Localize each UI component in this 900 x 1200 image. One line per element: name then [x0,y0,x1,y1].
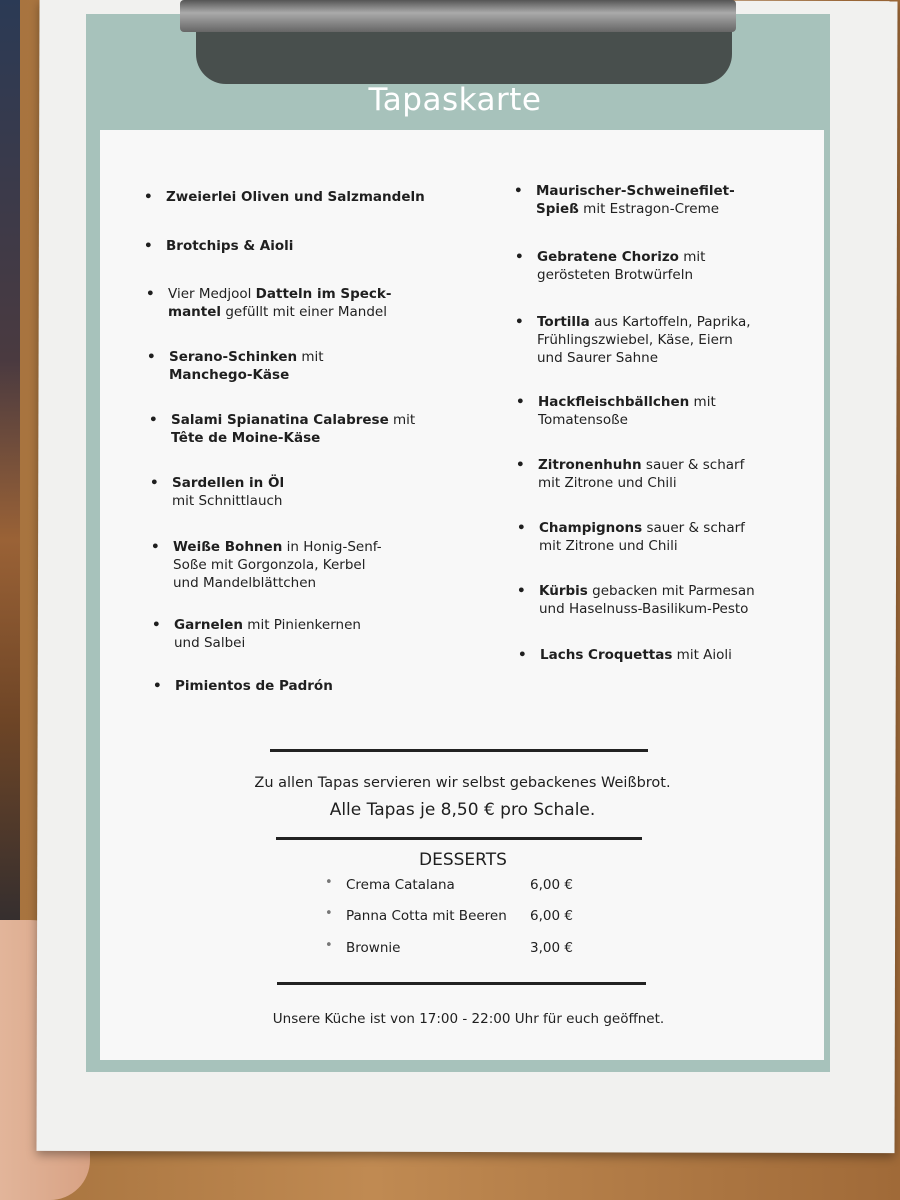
bullet-icon: • [146,286,155,302]
bullet-icon: • [514,183,523,199]
menu-item [515,313,751,367]
item-description: mit Aioli [672,647,732,663]
menu-item [517,519,745,555]
bullet-icon: • [515,314,524,330]
dessert-name: Crema Catalana [346,877,455,893]
bullet-icon: • [325,875,333,890]
item-description: und Saurer Sahne [537,350,659,366]
bullet-icon: • [144,189,153,205]
item-name-bold: mantel [168,304,222,320]
bullet-icon: • [516,457,525,473]
item-name-bold: Champignons [539,520,643,536]
price-note: Alle Tapas je 8,50 € pro Schale. [329,800,596,820]
bullet-icon: • [153,678,162,694]
dessert-price: 6,00 € [530,908,573,924]
item-name-bold: Zitronenhuhn [538,457,642,473]
bullet-icon: • [515,249,524,265]
bullet-icon: • [517,520,526,536]
dessert-item [325,875,455,893]
item-description: mit [689,394,716,410]
item-description: mit [678,249,706,265]
menu-item [515,248,706,284]
item-description: sauer & scharf [641,457,745,473]
item-description: mit [388,412,416,428]
item-name-bold: Tortilla [537,314,590,330]
divider-middle [276,837,642,840]
item-name-bold: Serano-Schinken [169,349,298,365]
bullet-icon: • [144,238,153,254]
bullet-icon: • [516,394,525,410]
item-description: aus Kartoffeln, Paprika, [589,314,751,330]
dessert-name: Brownie [346,940,401,956]
item-name-bold: Weiße Bohnen [173,539,283,555]
menu-item [144,237,294,255]
item-name-bold: Lachs Croquettas [540,647,673,663]
item-name-bold: Salami Spianatina Calabrese [171,412,389,428]
item-name-bold: Datteln im Speck- [255,286,392,302]
item-name-bold: Maurischer-Schweinefilet- [536,183,735,199]
bullet-icon: • [518,647,527,663]
menu-item [152,616,361,652]
item-description: Soße mit Gorgonzola, Kerbel [173,557,366,573]
item-description: und Salbei [174,635,246,651]
bullet-icon: • [325,906,333,921]
bullet-icon: • [147,349,156,365]
item-name-bold: Sardellen in Öl [172,475,285,491]
menu-item [516,456,745,492]
item-name-bold: Kürbis [539,583,588,599]
item-description: mit Schnittlauch [172,493,283,509]
item-description: gebacken mit Parmesan [587,583,755,599]
item-name-bold: Manchego-Käse [169,367,290,383]
clip-shadow [196,28,732,84]
bullet-icon: • [150,475,159,491]
item-description: mit [297,349,324,365]
item-description: Tomatensoße [538,412,628,428]
dessert-name: Panna Cotta mit Beeren [346,908,507,924]
item-description: mit Zitrone und Chili [539,538,678,554]
menu-item [151,538,382,592]
menu-item [144,188,425,206]
divider-bottom [277,982,646,985]
dessert-price: 6,00 € [530,877,573,893]
dessert-item [325,938,401,956]
bullet-icon: • [152,617,161,633]
menu-title: Tapaskarte [368,82,542,118]
item-description: in Honig-Senf- [282,539,382,555]
item-description: mit Estragon-Creme [578,201,720,217]
menu-item [153,677,333,695]
bullet-icon: • [325,938,333,953]
item-name-bold: Gebratene Chorizo [537,249,679,265]
clipboard-clip [180,0,736,32]
dessert-item [325,906,507,924]
menu-item [147,348,324,384]
menu-item [517,582,755,618]
item-description: gefüllt mit einer Mandel [221,304,387,320]
desserts-heading: DESSERTS [419,850,507,870]
item-description: gerösteten Brotwürfeln [537,267,694,283]
item-description: mit Pinienkernen [243,617,361,633]
dessert-price: 3,00 € [530,940,573,956]
menu-item [150,474,285,510]
item-name-bold: Zweierlei Oliven und Salzmandeln [166,189,425,205]
item-name-bold: Tête de Moine-Käse [171,430,321,446]
menu-item [516,393,716,429]
item-description: mit Zitrone und Chili [538,475,677,491]
bread-note: Zu allen Tapas servieren wir selbst gebackenes Weißbrot. [254,775,671,791]
item-name-bold: Pimientos de Padrón [175,678,333,694]
menu-item [518,646,732,664]
item-name-bold: Spieß [536,201,579,217]
item-description: Vier Medjool [168,286,256,302]
bullet-icon: • [149,412,158,428]
item-description: sauer & scharf [642,520,745,536]
divider-top [270,749,648,752]
menu-item [149,411,416,447]
item-name-bold: Hackfleischbällchen [538,394,690,410]
menu-item [146,285,392,321]
item-description: und Haselnuss-Basilikum-Pesto [539,601,749,617]
kitchen-hours: Unsere Küche ist von 17:00 - 22:00 Uhr für euch geöffnet. [272,1011,665,1027]
item-description: Frühlingszwiebel, Käse, Eiern [537,332,733,348]
bullet-icon: • [517,583,526,599]
item-name-bold: Garnelen [174,617,244,633]
menu-item [514,182,735,218]
bullet-icon: • [151,539,160,555]
item-description: und Mandelblättchen [173,575,317,591]
item-name-bold: Brotchips & Aioli [166,238,294,254]
